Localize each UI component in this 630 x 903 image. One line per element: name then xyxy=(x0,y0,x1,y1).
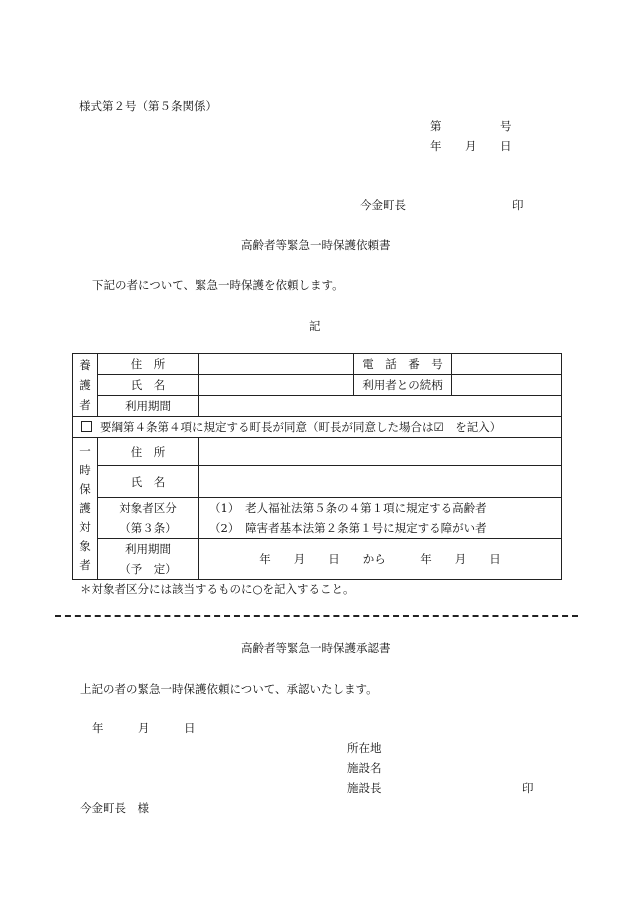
ki-label: 記 xyxy=(309,319,321,333)
doc-number-go: 号 xyxy=(500,119,512,133)
request-title: 高齢者等緊急一時保護依頼書 xyxy=(241,238,391,252)
consent-text: 要綱第４条第４項に規定する町長が同意（町長が同意した場合は☑ を記入） xyxy=(100,420,502,434)
director-label: 施設長 xyxy=(347,781,382,795)
approval-date: 年 月 日 xyxy=(92,721,196,735)
date-month: 月 xyxy=(465,139,477,153)
guardian-phone-label: 電 話 番 号 xyxy=(354,354,452,375)
target-category-option-2[interactable]: （2） 障害者基本法第２条第１号に規定する障がい者 xyxy=(199,518,562,539)
target-category-label-2: （第３条） xyxy=(98,518,199,539)
facility-label: 施設名 xyxy=(347,761,382,775)
guardian-relation-field[interactable] xyxy=(452,375,562,396)
guardian-name-field[interactable] xyxy=(199,375,354,396)
target-address-label: 住 所 xyxy=(98,438,199,466)
target-period-label: 利用期間 （予 定） xyxy=(98,539,199,580)
request-form-table xyxy=(72,353,562,580)
form-number-label: 様式第２号（第５条関係） xyxy=(79,99,217,113)
approval-body: 上記の者の緊急一時保護依頼について、承認いたします。 xyxy=(80,682,378,696)
approval-recipient: 今金町長 様 xyxy=(80,801,149,815)
target-name-label: 氏 名 xyxy=(98,466,199,498)
request-intro: 下記の者について、緊急一時保護を依頼します。 xyxy=(92,278,344,292)
location-label: 所在地 xyxy=(347,741,382,755)
target-period-field[interactable]: 年 月 日 から 年 月 日 xyxy=(199,539,562,580)
date-year: 年 xyxy=(430,139,442,153)
guardian-address-label: 住 所 xyxy=(98,354,199,375)
category-note: ＊対象者区分には該当するものに○を記入すること。 xyxy=(80,582,355,596)
consent-checkbox[interactable] xyxy=(81,421,92,432)
cut-line xyxy=(55,615,578,617)
target-address-field[interactable] xyxy=(199,438,562,466)
addressee: 今金町長 xyxy=(360,198,406,212)
guardian-period-field[interactable] xyxy=(199,396,562,417)
target-category-label-1: 対象者区分 xyxy=(98,498,199,519)
consent-row xyxy=(73,417,562,438)
guardian-group-label: 養 護 者 xyxy=(73,354,98,417)
guardian-name-label: 氏 名 xyxy=(98,375,199,396)
approval-title: 高齢者等緊急一時保護承認書 xyxy=(241,641,391,655)
approval-seal-mark: 印 xyxy=(522,781,534,795)
target-name-field[interactable] xyxy=(199,466,562,498)
guardian-relation-label: 利用者との続柄 xyxy=(354,375,452,396)
target-group-label: 一 時 保 護 対 象 者 xyxy=(73,438,98,580)
target-category-option-1[interactable]: （1） 老人福祉法第５条の４第１項に規定する高齢者 xyxy=(199,498,562,519)
date-day: 日 xyxy=(500,139,512,153)
guardian-phone-field[interactable] xyxy=(452,354,562,375)
guardian-period-label: 利用期間 xyxy=(98,396,199,417)
seal-mark: 印 xyxy=(512,198,524,212)
doc-number-dai: 第 xyxy=(430,119,442,133)
guardian-address-field[interactable] xyxy=(199,354,354,375)
